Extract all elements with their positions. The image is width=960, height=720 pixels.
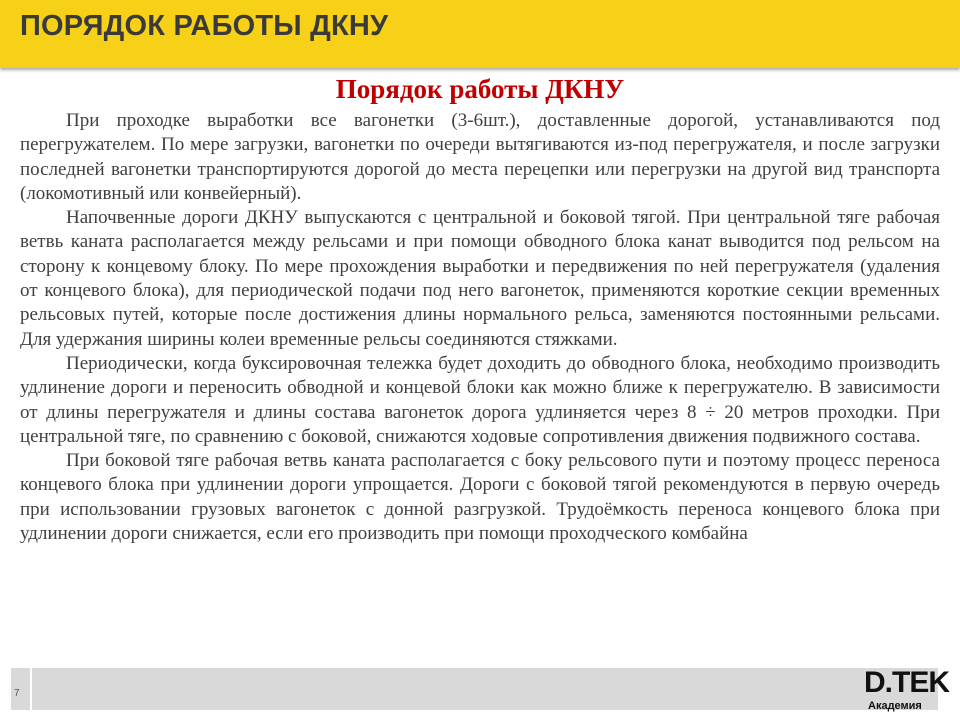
header-bar <box>0 0 960 68</box>
logo-text: D.TEK <box>864 666 949 699</box>
dtek-logo <box>856 666 956 716</box>
paragraph: При боковой тяге рабочая ветвь каната располагается с боку рельсового пути и поэтому процесс переноса концевого блока при удлинении дороги упрощается. Дороги с боковой тягой рекомендуются в первую очередь при использовании грузовых вагонеток с донной разгрузкой. Трудоёмкость переноса концевого блока при удлинении дороги снижается, если его производить при помощи проходческого комбайна <box>20 450 940 545</box>
content-title: Порядок работы ДКНУ <box>335 74 625 104</box>
header-title: ПОРЯДОК РАБОТЫ ДКНУ <box>20 10 389 42</box>
paragraph: Напочвенные дороги ДКНУ выпускаются с центральной и боковой тягой. При центральной тяге рабочая ветвь каната располагается между рельсами и при помощи обводного блока канат выводится под рельсом на сторону к концевому блоку. По мере прохождения выработки и передвижения по ней перегружателя (удаления от концевого блока), для периодической подачи под него вагонеток, применяются короткие секции временных рельсовых путей, которые после достижения длины нормального рельса, заменяются постоянными рельсами. Для удержания ширины колеи временные рельсы соединяются стяжками. <box>20 207 940 350</box>
body-text <box>20 109 940 546</box>
paragraph: При проходке выработки все вагонетки (3-6шт.), доставленные дорогой, устанавливаются под перегружателем. По мере загрузки, вагонетки по очереди вытягиваются из-под перегружателя, и после загрузки последней вагонетки транспортируются дорогой до места перецепки или перегрузки на другой вид транспорта (локомотивный или конвейерный). <box>20 110 940 204</box>
footer-separator <box>30 668 32 710</box>
paragraph: Периодически, когда буксировочная тележка будет доходить до обводного блока, необходимо производить удлинение дороги и переносить обводной и концевой блоки как можно ближе к перегружателю. В зависимости от длины перегружателя и длины состава вагонеток дорога удлиняется через 8 ÷ 20 метров проходки. При центральной тяге, по сравнению с боковой, снижаются ходовые сопротивления движения подвижного состава. <box>20 352 940 447</box>
page-number: 7 <box>14 688 20 699</box>
logo-subtitle: Академия <box>868 700 922 712</box>
footer-bar <box>11 668 938 710</box>
